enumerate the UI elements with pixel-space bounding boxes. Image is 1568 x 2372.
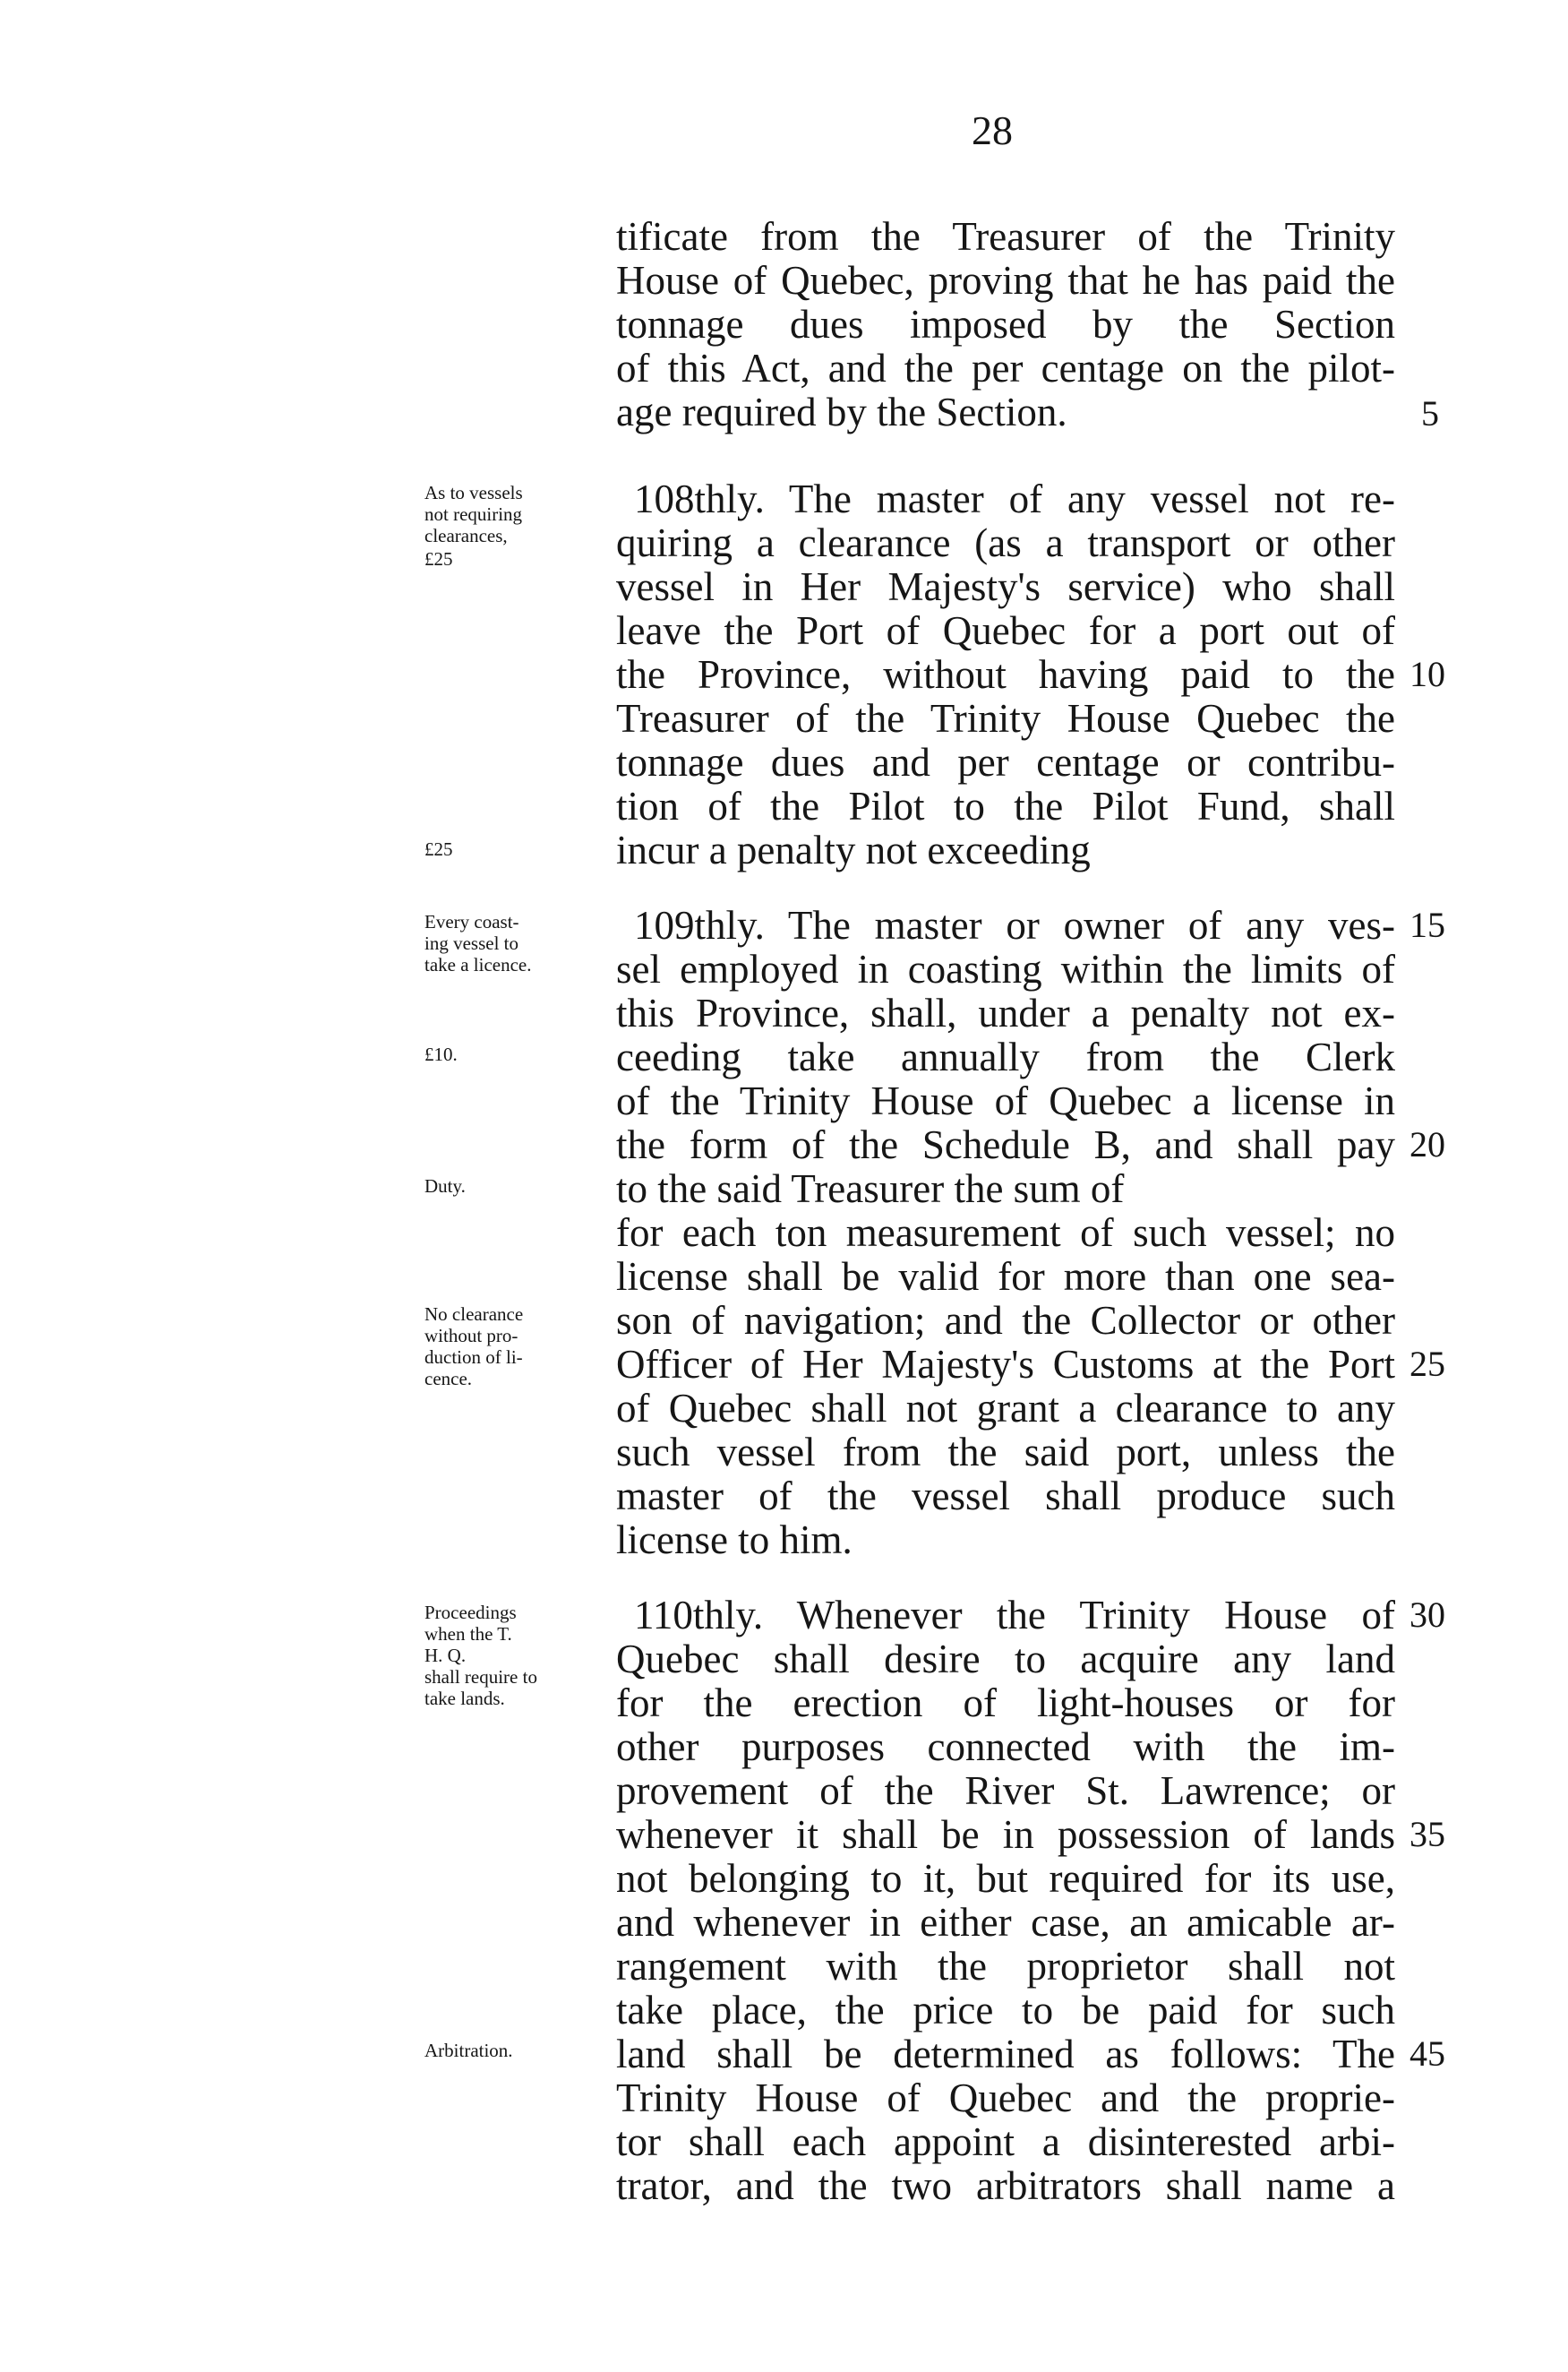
text-line: master of the vessel shall produce such [616, 1474, 1395, 1518]
line-number: 35 [1409, 1814, 1445, 1854]
margin-note: Proceedings [424, 1602, 517, 1623]
text-line: 110thly. Whenever the Trinity House of [634, 1593, 1395, 1637]
line-number: 30 [1409, 1594, 1445, 1635]
text-line: Treasurer of the Trinity House Quebec the [616, 696, 1395, 741]
text-line: tonnage dues and per centage or contribu- [616, 740, 1395, 785]
text-line: Quebec shall desire to acquire any land [616, 1637, 1395, 1681]
text-line: take place, the price to be paid for such [616, 1988, 1395, 2033]
margin-note: Every coast- [424, 911, 519, 932]
text-line: of Quebec shall not grant a clearance to any [616, 1386, 1395, 1431]
text-line: for each ton measurement of such vessel; no [616, 1210, 1395, 1255]
text-line: not belonging to it, but required for its use, [616, 1856, 1395, 1901]
margin-note: £25 [424, 838, 453, 860]
margin-note: clearances, [424, 525, 508, 546]
margin-note: £25 [424, 548, 453, 570]
text-line: tion of the Pilot to the Pilot Fund, shall [616, 784, 1395, 829]
text-line: leave the Port of Quebec for a port out of [616, 608, 1395, 653]
text-line: license shall be valid for more than one sea- [616, 1254, 1395, 1299]
text-line: provement of the River St. Lawrence; or [616, 1768, 1395, 1813]
text-line: to the said Treasurer the sum of [616, 1166, 1125, 1211]
margin-note: No clearance [424, 1303, 524, 1325]
text-line: incur a penalty not exceeding [616, 828, 1091, 872]
text-line: of this Act, and the per centage on the pilot- [616, 346, 1395, 391]
line-number: 20 [1409, 1124, 1445, 1165]
text-line: son of navigation; and the Collector or other [616, 1298, 1395, 1343]
line-number: 25 [1409, 1344, 1445, 1384]
text-line: 108thly. The master of any vessel not re- [634, 477, 1395, 521]
text-line: vessel in Her Majesty's service) who shall [616, 564, 1395, 609]
text-line: age required by the Section. [616, 390, 1067, 434]
text-line: of the Trinity House of Quebec a license in [616, 1079, 1395, 1123]
line-number: 45 [1409, 2033, 1445, 2074]
page-number: 28 [972, 107, 1013, 153]
text-line: whenever it shall be in possession of lands [616, 1812, 1395, 1857]
text-line: Officer of Her Majesty's Customs at the Port [616, 1342, 1395, 1387]
text-line: quiring a clearance (as a transport or other [616, 520, 1395, 565]
text-line: the Province, without having paid to the [616, 652, 1395, 697]
text-line: sel employed in coasting within the limits of [616, 947, 1395, 992]
margin-note: shall require to [424, 1666, 537, 1688]
text-line: other purposes connected with the im- [616, 1724, 1395, 1769]
margin-note: As to vessels [424, 482, 523, 503]
line-number: 5 [1421, 393, 1439, 434]
margin-note: Duty. [424, 1175, 466, 1197]
margin-note: not requiring [424, 503, 523, 525]
margin-note: ing vessel to [424, 932, 518, 954]
margin-note: cence. [424, 1368, 473, 1389]
text-line: House of Quebec, proving that he has paid the [616, 258, 1395, 303]
text-line: tonnage dues imposed by the Section [616, 302, 1395, 347]
text-line: trator, and the two arbitrators shall name a [616, 2163, 1395, 2208]
margin-note: duction of li- [424, 1346, 523, 1368]
margin-note: H. Q. [424, 1645, 467, 1666]
line-number: 15 [1409, 905, 1445, 945]
text-line: license to him. [616, 1517, 853, 1562]
text-line: tificate from the Treasurer of the Trinity [616, 214, 1395, 259]
text-line: rangement with the proprietor shall not [616, 1944, 1395, 1989]
margin-note: Arbitration. [424, 2040, 513, 2061]
margin-note: without pro- [424, 1325, 518, 1346]
text-line: land shall be determined as follows: The [616, 2032, 1395, 2076]
text-line: such vessel from the said port, unless the [616, 1430, 1395, 1474]
margin-note: £10. [424, 1044, 458, 1065]
text-line: 109thly. The master or owner of any ves- [634, 903, 1395, 948]
text-line: and whenever in either case, an amicable ar- [616, 1900, 1395, 1945]
line-number: 10 [1409, 654, 1445, 694]
text-line: ceeding take annually from the Clerk [616, 1035, 1395, 1079]
text-line: for the erection of light-houses or for [616, 1680, 1395, 1725]
text-line: the form of the Schedule B, and shall pay [616, 1122, 1395, 1167]
margin-note: when the T. [424, 1623, 512, 1645]
margin-note: take a licence. [424, 954, 532, 975]
text-line: Trinity House of Quebec and the proprie- [616, 2076, 1395, 2120]
margin-note: take lands. [424, 1688, 505, 1709]
text-line: tor shall each appoint a disinterested arbi- [616, 2119, 1395, 2164]
text-line: this Province, shall, under a penalty not ex- [616, 991, 1395, 1036]
